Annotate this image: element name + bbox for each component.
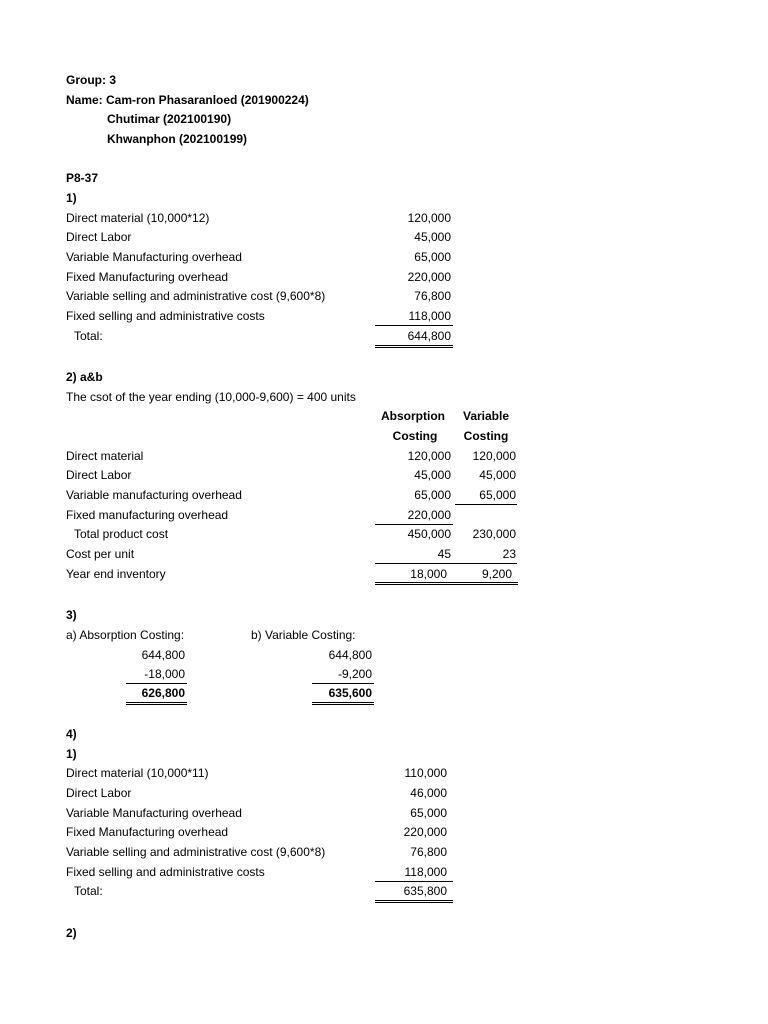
row-value: 76,800 bbox=[410, 845, 447, 859]
member-name: Chutimar (202100190) bbox=[107, 112, 232, 126]
problem-title: P8-37 bbox=[66, 171, 99, 185]
double-underline bbox=[375, 345, 453, 346]
double-underline bbox=[375, 902, 453, 903]
calc-result: 635,600 bbox=[328, 686, 372, 700]
section-heading: 3) bbox=[66, 608, 77, 622]
column-header: Costing bbox=[392, 429, 438, 443]
row-label: Direct material (10,000*12) bbox=[66, 211, 210, 225]
row-label: Cost per unit bbox=[66, 547, 135, 561]
absorption-value: 120,000 bbox=[407, 449, 451, 463]
calc-value: -18,000 bbox=[144, 667, 185, 681]
group-label: Group: 3 bbox=[66, 73, 116, 87]
row-label: Variable selling and administrative cost (9,600*8) bbox=[66, 845, 326, 859]
row-value: 46,000 bbox=[410, 786, 447, 800]
section-heading: 2) a&b bbox=[66, 370, 103, 384]
row-label: Total product cost bbox=[74, 527, 169, 541]
column-header: Variable bbox=[462, 409, 510, 423]
row-value: 65,000 bbox=[414, 250, 451, 264]
row-label: Direct Labor bbox=[66, 786, 132, 800]
subtotal-rule bbox=[312, 683, 374, 684]
row-label: Fixed Manufacturing overhead bbox=[66, 825, 229, 839]
variable-value: 45,000 bbox=[479, 468, 516, 482]
total-label: Total: bbox=[74, 329, 103, 343]
row-label: Variable Manufacturing overhead bbox=[66, 250, 242, 264]
variable-value: 65,000 bbox=[479, 488, 516, 502]
double-underline bbox=[126, 704, 187, 705]
double-underline bbox=[375, 582, 518, 583]
calc-result: 626,800 bbox=[141, 686, 185, 700]
row-value: 120,000 bbox=[407, 211, 451, 225]
row-label: Fixed manufacturing overhead bbox=[66, 508, 229, 522]
double-underline bbox=[375, 347, 453, 348]
section-heading: 2) bbox=[66, 926, 77, 940]
absorption-value: 45,000 bbox=[414, 468, 451, 482]
subtotal-rule bbox=[375, 325, 453, 326]
double-underline bbox=[375, 900, 453, 901]
row-label: Direct Labor bbox=[66, 468, 132, 482]
subtotal-rule bbox=[455, 504, 517, 505]
variable-costing-label: b) Variable Costing: bbox=[251, 628, 356, 642]
row-value: 65,000 bbox=[410, 806, 447, 820]
double-underline bbox=[312, 702, 374, 703]
double-underline bbox=[375, 584, 518, 585]
total-label: Total: bbox=[74, 884, 103, 898]
absorption-value: 450,000 bbox=[407, 527, 451, 541]
row-value: 110,000 bbox=[404, 766, 447, 780]
row-value: 76,800 bbox=[414, 289, 451, 303]
subtotal-rule bbox=[126, 683, 187, 684]
row-label: Variable selling and administrative cost (9,600*8) bbox=[66, 289, 326, 303]
total-value: 644,800 bbox=[407, 329, 451, 343]
column-header: Absorption bbox=[381, 409, 445, 423]
absorption-costing-label: a) Absorption Costing: bbox=[66, 628, 185, 642]
row-label: Variable Manufacturing overhead bbox=[66, 806, 242, 820]
subtotal-rule bbox=[375, 881, 453, 882]
row-label: Direct material (10,000*11) bbox=[66, 766, 209, 780]
double-underline bbox=[126, 702, 187, 703]
variable-value: 120,000 bbox=[472, 449, 516, 463]
absorption-value: 65,000 bbox=[414, 488, 451, 502]
row-value: 220,000 bbox=[403, 825, 447, 839]
row-label: Direct material bbox=[66, 449, 144, 463]
double-underline bbox=[312, 704, 374, 705]
total-value: 635,800 bbox=[403, 884, 447, 898]
section-heading: 4) bbox=[66, 727, 77, 741]
calc-value: -9,200 bbox=[337, 667, 372, 681]
row-value: 118,000 bbox=[404, 865, 447, 879]
row-value: 220,000 bbox=[407, 270, 451, 284]
row-label: Year end inventory bbox=[66, 567, 166, 581]
variable-value: 9,200 bbox=[481, 567, 512, 581]
row-label: Fixed Manufacturing overhead bbox=[66, 270, 229, 284]
row-value: 45,000 bbox=[414, 230, 451, 244]
calc-value: 644,800 bbox=[328, 648, 372, 662]
row-label: Fixed selling and administrative costs bbox=[66, 865, 265, 879]
variable-value: 23 bbox=[502, 547, 516, 561]
calc-value: 644,800 bbox=[141, 648, 185, 662]
subtotal-rule bbox=[375, 563, 517, 564]
column-header: Costing bbox=[463, 429, 509, 443]
row-value: 118,000 bbox=[408, 309, 451, 323]
variable-value: 230,000 bbox=[472, 527, 516, 541]
absorption-value: 220,000 bbox=[407, 508, 451, 522]
absorption-value: 18,000 bbox=[410, 567, 447, 581]
row-label: Variable manufacturing overhead bbox=[66, 488, 242, 502]
section-note: The csot of the year ending (10,000-9,600) = 400 units bbox=[66, 390, 356, 404]
section-heading: 1) bbox=[66, 191, 77, 205]
row-label: Direct Labor bbox=[66, 230, 132, 244]
member-name: Khwanphon (202100199) bbox=[107, 132, 248, 146]
section-heading: 1) bbox=[66, 747, 77, 761]
name-line: Name: Cam-ron Phasaranloed (201900224) bbox=[66, 93, 309, 107]
row-label: Fixed selling and administrative costs bbox=[66, 309, 265, 323]
absorption-value: 45 bbox=[437, 547, 451, 561]
subtotal-rule bbox=[375, 524, 453, 525]
